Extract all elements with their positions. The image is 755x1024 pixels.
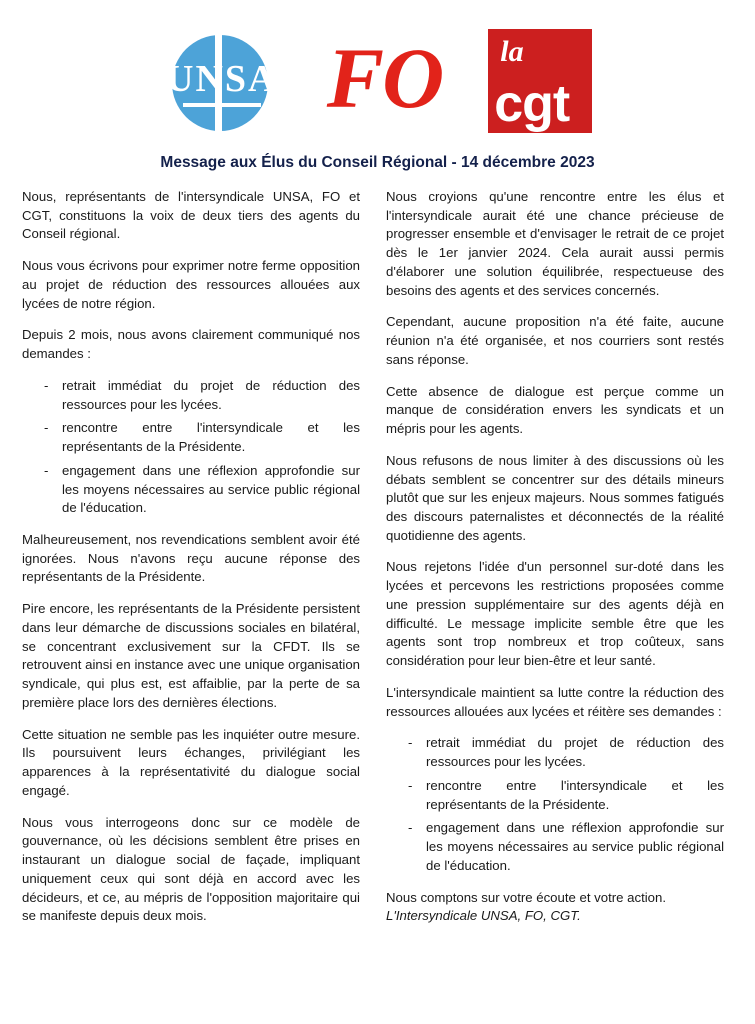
unsa-logo-letters: UNSA — [166, 58, 278, 100]
list-item: - rencontre entre l'intersyndicale et les représentants de la Présidente. — [404, 777, 724, 814]
paragraph: Nous, représentants de l'intersyndicale UNSA, FO et CGT, constituons la voix de deux tiers des agents du Conseil régional. — [22, 189, 360, 242]
paragraph: Cette situation ne semble pas les inquiéter outre mesure. Ils poursuivent leurs échanges, privilégiant les apparences à la représentativité du dialogue social engagé. — [22, 726, 360, 798]
document-body — [22, 188, 733, 926]
list-item: - engagement dans une réflexion approfondie sur les moyens nécessaires au service public régional de l'éducation. — [404, 819, 724, 875]
paragraph: Depuis 2 mois, nous avons clairement communiqué nos demandes : — [22, 327, 360, 362]
paragraph: Cette absence de dialogue est perçue comme un manque de considération envers les syndicats et un mépris pour les agents. — [386, 383, 724, 437]
paragraph: Nous vous écrivons pour exprimer notre ferme opposition au projet de réduction des ressources allouées aux lycées de notre région. — [22, 258, 360, 311]
logo-band — [22, 22, 733, 140]
paragraph: Pire encore, les représentants de la Présidente persistent dans leur démarche de discussions sociales en bilatéral, se concentrant exclusivement sur la CFDT. Ils se retrouvent ainsi en instance avec une unique organisation syndicale, qui plus est, est affaiblie, par la perte de sa première place lors des dernières élections. — [22, 601, 360, 710]
fo-logo: FO — [326, 30, 443, 126]
list-item: - rencontre entre l'intersyndicale et les représentants de la Présidente. — [40, 419, 360, 456]
paragraph: Nous croyions qu'une rencontre entre les élus et l'intersyndicale aurait été une chance précieuse de progresser ensemble et d'envisager le retrait de ce projet dès le 1er janvier 2024. Cela aurait aussi permis d'élaborer une solution équilibrée, respectueuse des besoins des agents et des services concernés. — [386, 189, 724, 298]
list-item: - engagement dans une réflexion approfondie sur les moyens nécessaires au service public régional de l'éducation. — [40, 462, 360, 518]
signature: L'Intersyndicale UNSA, FO, CGT. — [386, 908, 581, 924]
demands-list — [22, 377, 360, 518]
demands-list — [386, 734, 724, 875]
cgt-logo-la-text: la — [500, 35, 524, 68]
page-title: Message aux Élus du Conseil Régional - 14 décembre 2023 — [160, 154, 595, 171]
unsa-logo — [163, 31, 281, 131]
paragraph: Nous vous interrogeons donc sur ce modèle de gouvernance, où les décisions semblent être prises en instaurant un dialogue social de façade, impliquant uniquement ceux qui sont déjà en accord avec les décideurs, et ce, au mépris de l'opposition majoritaire qui se manifeste depuis deux mois. — [22, 814, 360, 924]
left-column — [22, 188, 360, 926]
list-item: - retrait immédiat du projet de réduction des ressources pour les lycées. — [404, 734, 724, 771]
paragraph: Nous rejetons l'idée d'un personnel sur-doté dans les lycées et percevons les restrictions proposées comme une pression supplémentaire sur des agents déjà en difficulté. Le message implicite semble être que les agents sont trop nombreux et trop coûteux, sans considération pour leur bien-être et leur santé. — [386, 559, 724, 669]
paragraph: L'intersyndicale maintient sa lutte contre la réduction des ressources allouées aux lycées et réitère ses demandes : — [386, 684, 724, 719]
closing-paragraph: Nous comptons sur votre écoute et votre action. — [386, 889, 667, 905]
paragraph: Nous refusons de nous limiter à des discussions où les débats semblent se concentrer sur des détails mineurs plutôt que sur les enjeux majeurs. Nous sommes fatigués des discours paternalistes et déconnectés de la réalité quotidienne des agents. — [386, 452, 724, 543]
paragraph: Malheureusement, nos revendications semblent avoir été ignorées. Nous n'avons reçu aucune réponse des représentants de la Présidente. — [22, 532, 360, 585]
list-item: - retrait immédiat du projet de réduction des ressources pour les lycées. — [40, 377, 360, 414]
paragraph: Cependant, aucune proposition n'a été faite, aucune réunion n'a été organisée, et nos courriers sont restés sans réponse. — [386, 314, 724, 367]
cgt-logo-cgt-text: cgt — [494, 75, 570, 133]
right-column — [386, 188, 724, 926]
unsa-underline-shape — [183, 103, 261, 107]
unsa-logo-text — [163, 57, 281, 101]
cgt-logo — [488, 29, 592, 133]
